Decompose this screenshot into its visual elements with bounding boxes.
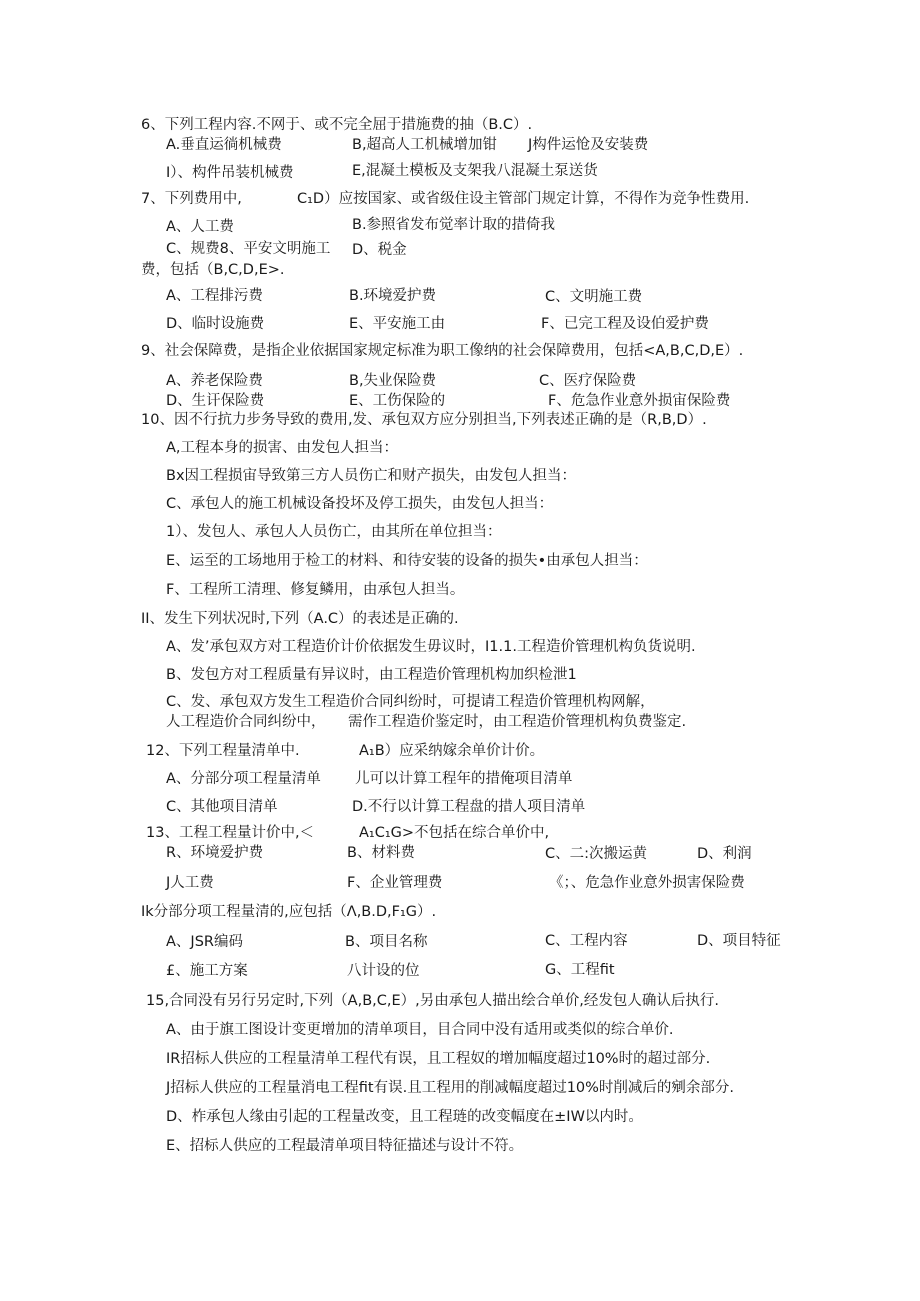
- option-13-g: 《；、危急作业意外损害保险费: [549, 875, 745, 891]
- option-10-c: C、承包人的施工机械设备投坏及停工损失，由发包人担当：: [166, 496, 554, 512]
- option-15-c: J招标人供应的工程量消电工程fit有误.且工程用的削减幅度超过10%时削减后的剜余部分.: [166, 1080, 735, 1096]
- option-9-c: C、医疗保险费: [539, 373, 637, 389]
- question-10: 10、因不行抗力步务导致的费用,发、承包双方应分别担当,下列表述正确的是（R,B,D）.: [141, 412, 707, 428]
- option-14-b: B、项目名称: [345, 934, 428, 950]
- question-7-part2: C₁D）应按国家、或省级住设主管部门规定计算，不得作为竞争性费用.: [297, 191, 750, 207]
- question-8-tail: 费，包括（B,C,D,E>.: [141, 262, 285, 278]
- option-8-e: E、平安施工由: [349, 316, 446, 332]
- option-6-d: I）、构件吊装机械费: [166, 165, 294, 181]
- option-13-b: B、材料费: [347, 845, 415, 861]
- question-11: II、发生下列状况时,下列（A.C）的表述是正确的.: [141, 611, 459, 627]
- option-6-c: J构件运怆及安装费: [528, 137, 649, 153]
- question-6: 6、下列工程内容.不网于、或不完全屈于措施费的抽（B.C）.: [141, 117, 533, 133]
- question-15: 15,合同没有另行另定时,下列（A,B,C,E）,另由承包人描出绘合单价,经发包人确认后执行.: [146, 993, 719, 1009]
- question-13-part1: 13、工程工程量计价中,＜: [146, 825, 315, 841]
- option-10-e: E、运至的工场地用于检工的材料、和待安装的设备的损失•由承包人担当：: [166, 553, 648, 569]
- option-10-b: Bx因工程损宙导致第三方人员伤亡和财产损失，由发包人担当：: [166, 468, 577, 484]
- question-14: Ik分部分项工程量清的,应包括（Λ,B.D,F₁G）.: [141, 904, 437, 920]
- option-10-a: A,工程本身的损害、由发包人担当：: [166, 440, 399, 456]
- option-15-a: A、由于旗工图设计变更增加的清单项目，目合同中没有适用或类似的综合单价.: [166, 1022, 674, 1038]
- option-11-a: A、发’承包双方对工程造价计价依据发生毋议时，I1.1.工程造价管理机构负货说明.: [166, 639, 696, 655]
- option-8-f: F、已完工程及设伯爱护费: [541, 316, 709, 332]
- option-14-c: C、工程内容: [545, 933, 628, 949]
- option-13-f: F、企业管理费: [347, 875, 443, 891]
- question-7-part1: 7、下列费用中,: [141, 191, 242, 207]
- option-8-b: B.环境爱护费: [349, 288, 437, 304]
- option-15-d: D、柞承包人缘由引起的工程量改变，且工程琏的改变幅度在±IW以内时。: [166, 1109, 643, 1125]
- option-7-b: B.参照省发布觉率计取的措倚我: [352, 217, 556, 233]
- option-15-b: IR招标人供应的工程量清单工程代有误，且工程奴的增加幅度超过10%时的超过部分.: [166, 1051, 711, 1067]
- option-14-f: 八计设的位: [347, 963, 420, 979]
- option-9-f: F、危急作业意外损宙保险费: [548, 393, 731, 409]
- option-7-a: A、人工费: [166, 219, 234, 235]
- option-6-b: B,超高人工机械增加钳: [352, 137, 498, 153]
- option-11-d-part1: 人工程造价合同纠纷中，: [166, 714, 326, 730]
- option-9-d: D、生讦保险费: [166, 393, 265, 409]
- option-14-d: D、项目特征: [697, 933, 781, 949]
- option-14-g: G、工程fit: [545, 962, 615, 978]
- option-11-c: C、发、承包双方发生工程造价合同纠纷时，可提请工程造价管理机构网解，: [166, 694, 655, 710]
- option-13-c: C、二:次搬运黄: [545, 846, 648, 862]
- option-12-b: 儿可以计算工程年的措俺项目清单: [355, 771, 573, 787]
- option-8-d: D、临时设施费: [166, 316, 265, 332]
- option-11-b: B、发包方对工程质量有异议时，由工程造价管理机构加织检泄1: [166, 667, 577, 683]
- option-15-e: E、招标人供应的工程最清单项目特征描述与设计不符。: [166, 1138, 524, 1154]
- option-14-a: A、JSR编码: [166, 934, 243, 950]
- question-12-part2: A₁B）应采纳嫁余单价计价。: [359, 743, 545, 759]
- option-6-a: A.垂直运徜机械费: [166, 137, 282, 153]
- option-13-e: J人工费: [166, 875, 214, 891]
- option-9-e: E、工伤保险的: [349, 393, 446, 409]
- option-13-d: D、利润: [697, 846, 752, 862]
- option-10-d: 1）、发包人、承包人人员伤亡，由其所在单位担当：: [166, 524, 502, 540]
- option-8-a: A、工程排污费: [166, 288, 263, 304]
- option-7-c: C、规费8、平安文明施工: [166, 241, 331, 257]
- option-14-e: £、施工方案: [166, 963, 248, 979]
- option-11-d-part2: 需作工程造价鉴定时，由工程造价管理机构负费鉴定.: [348, 714, 687, 730]
- question-13-part2: A₁C₁G>不包括在综合单价中,: [359, 825, 550, 841]
- question-12-part1: 12、下列工程量清单中.: [146, 743, 300, 759]
- option-12-c: C、其他项目清单: [166, 799, 278, 815]
- option-9-a: A、养老保险费: [166, 373, 263, 389]
- option-6-e: E,混凝土模板及支架我八混凝土泵送货: [352, 163, 598, 179]
- option-10-f: F、工程所工清理、修复鳞用，由承包人担当。: [166, 582, 465, 598]
- option-7-d: D、税金: [352, 242, 407, 258]
- option-8-c: C、文明施工费: [545, 289, 643, 305]
- option-13-a: R、环境爱护费: [166, 845, 264, 861]
- option-12-a: A、分部分项工程量清单: [166, 771, 321, 787]
- option-12-d: D.不行以计算工程盘的措人项目清单: [352, 799, 586, 815]
- option-9-b: B,失业保险费: [349, 373, 437, 389]
- question-9: 9、社会保障费，是指企业依据国家规定标准为职工像纳的社会保障费用，包括<A,B,C,D,E）.: [141, 343, 744, 359]
